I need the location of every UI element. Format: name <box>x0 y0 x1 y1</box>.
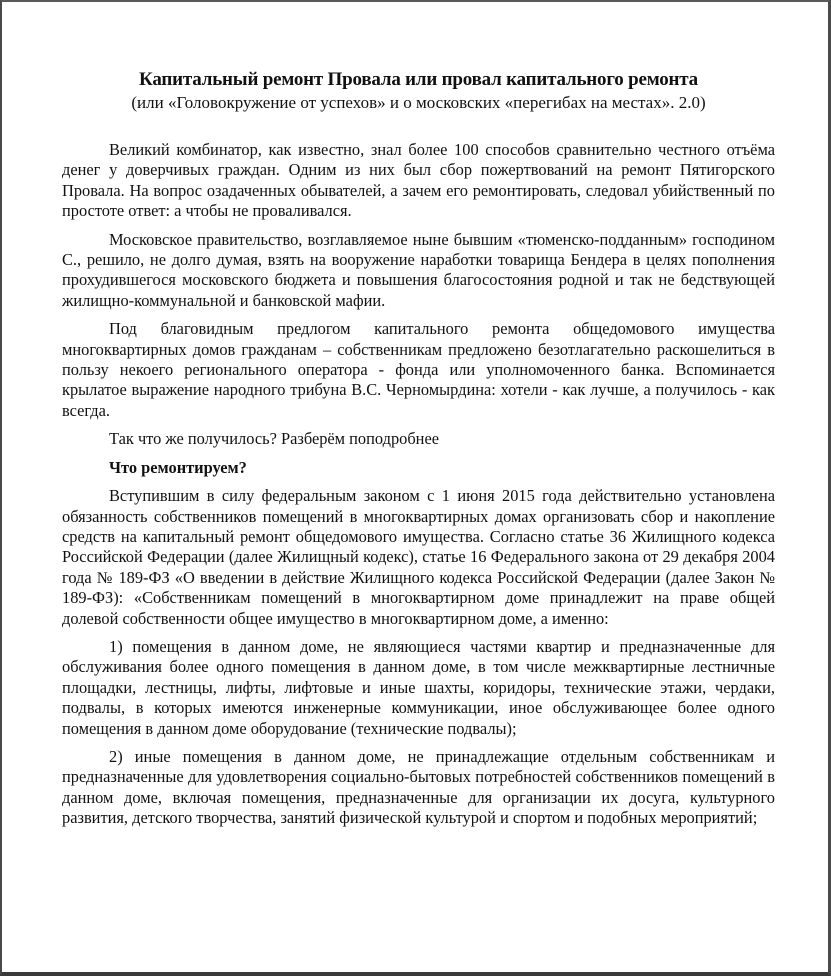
paragraph-lets-examine: Так что же получилось? Разберём поподробнее <box>109 429 440 449</box>
document-title: Капитальный ремонт Провала или провал капитального ремонта <box>139 69 698 90</box>
document-page <box>62 68 775 837</box>
section-heading: Что ремонтируем? <box>109 457 247 477</box>
list-item-1: 1) помещения в данном доме, не являющиеся частями квартир и предназначенные для обслуживания более одного помещения в данном доме, в том числе межквартирные лестничные площадки, лестницы, лифты, лифтовые и иные шахты, коридоры, технические этажи, чердаки, подвалы, в которых имеются инженерные коммуникации, иное обслуживающее более одного помещения в данном доме оборудование (технические подвалы); <box>62 636 775 738</box>
paragraph-capital-repair: Под благовидным предлогом капитального ремонта общедомового имущества многоквартирных домов гражданам – собственникам предложено безотлагательно раскошелиться в пользу некоего регионального оператора - фонда или уполномоченного банка. Вспоминается крылатое выражение народного трибуна В.С. Черномырдина: хотели - как лучше, а получилось - как всегда. <box>62 319 775 420</box>
list-item-2: 2) иные помещения в данном доме, не принадлежащие отдельным собственникам и предназначенные для удовлетворения социально-бытовых потребностей собственников помещений в данном доме, включая помещения, предназначенные для организации их досуга, культурного развития, детского творчества, занятий физической культурой и спортом и подобных мероприятий; <box>62 746 775 828</box>
paragraph-moscow-government: Московское правительство, возглавляемое ныне бывшим «тюменско-подданным» господином С., решило, не долго думая, взять на вооружение наработки товарища Бендера в целях пополнения прохудившегося московского бюджета и повышения благосостояния родной и так не бедствующей жилищно-коммунальной и банковской мафии. <box>62 229 775 310</box>
paragraph-intro: Великий комбинатор, как известно, знал более 100 способов сравнительно честного отъёма денег у доверчивых граждан. Одним из них был сбор пожертвований на ремонт Пятигорского Провала. На вопрос озадаченных обывателей, а зачем его ремонтировать, следовал убийственный по простоте ответ: а чтобы не проваливался. <box>62 140 775 221</box>
document-subtitle: (или «Головокружение от успехов» и о московских «перегибах на местах». 2.0) <box>131 93 706 112</box>
paragraph-federal-law: Вступившим в силу федеральным законом с 1 июня 2015 года действительно установлена обязанность собственников помещений в многоквартирных домах организовать сбор и накопление средств на капитальный ремонт общедомового имущества. Согласно статье 36 Жилищного кодекса Российской Федерации (далее Жилищный кодекс), статье 16 Федерального закона от 29 декабря 2004 года № 189-ФЗ «О введении в действие Жилищного кодекса Российской Федерации (далее Закон № 189-ФЗ): «Собственникам помещений в многоквартирном доме принадлежит на праве общей долевой собственности общее имущество в многоквартирном доме, а именно: <box>62 486 775 628</box>
